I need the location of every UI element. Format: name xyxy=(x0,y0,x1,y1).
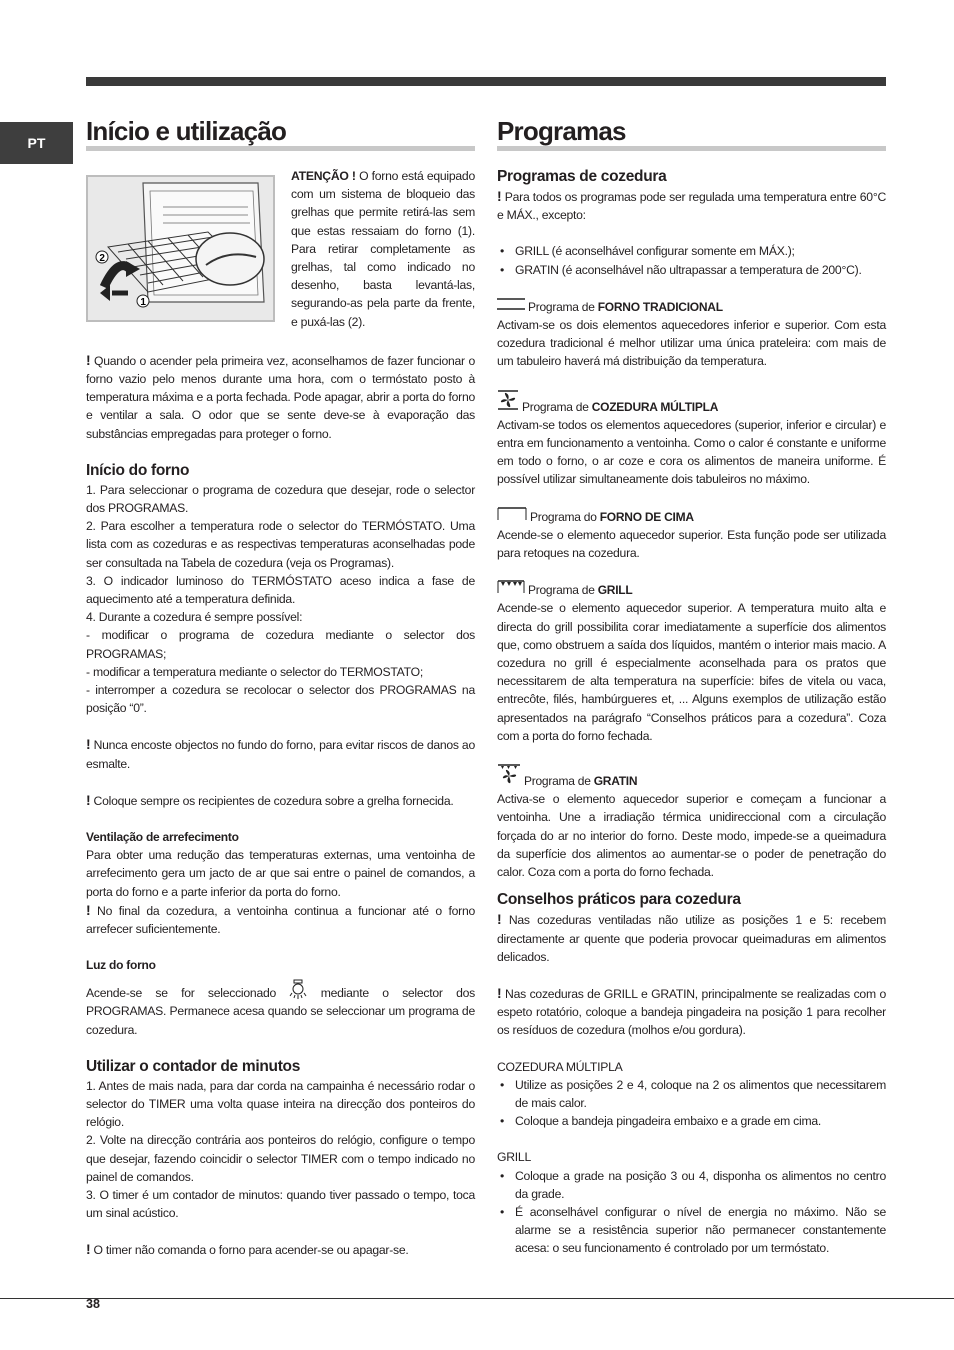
footer-divider xyxy=(0,1298,954,1299)
list-item: • Coloque a bandeja pingadeira embaixo e a grade em cima. xyxy=(497,1112,886,1130)
rack-attention-text: ATENÇÃO ! O forno está equipado com um sistema de bloqueio das grelhas que permite retirá-las sem que estas ressaiam do forno (1). Para retirar completamente as grelhas, tal como indicado no desenho, basta levantá-las, segurando-as pela parte da frente, e puxá-las (2). xyxy=(291,169,475,329)
timer-line: 3. O timer é um contador de minutos: quando tiver passado o tempo, toca um sinal acústico. xyxy=(86,1187,475,1221)
program-multi-header: Programa de COZEDURA MÚLTIPLA xyxy=(497,389,886,416)
figure-label-1: 1 xyxy=(140,297,146,308)
light-heading: Luz do forno xyxy=(86,958,156,973)
start-heading: Início do forno xyxy=(86,461,190,479)
traditional-oven-icon xyxy=(497,297,525,316)
program-gratin-header: Programa de GRATIN xyxy=(497,763,886,790)
list-item: • Utilize as posições 2 e 4, coloque na 2 os alimentos que necessitarem de mais calor. xyxy=(497,1076,886,1112)
left-column xyxy=(86,116,475,1260)
start-line: 2. Para escolher a temperatura rode o selector do TERMÓSTATO. Uma lista com as cozeduras e as respectivas temperaturas aconselhadas pode ser consultada na Tabela de cozedura (veja os Programas). xyxy=(86,519,475,570)
rack-warning: ! Coloque sempre os recipientes de cozedura sobre a grelha fornecida. xyxy=(86,791,454,808)
tips-grill-list xyxy=(497,1167,886,1258)
program-grill-header: Programa de GRILL xyxy=(497,580,886,599)
start-line: 1. Para seleccionar o programa de cozedura que desejar, rode o selector dos PROGRAMAS. xyxy=(86,482,475,516)
oven-light-icon xyxy=(289,978,307,1002)
tips-warning-ventilated: ! Nas cozeduras ventiladas não utilize as posições 1 e 5: recebem directamente ar quente que poderia provocar queimaduras em alimentos delicados. xyxy=(497,911,886,964)
ventilation-warning: ! No final da cozedura, a ventoinha continua a funcionar até o forno arrefecer suficientemente. xyxy=(86,901,475,936)
start-line: - interromper a cozedura se recolocar o selector dos PROGRAMAS na posição “0”. xyxy=(86,683,475,716)
tips-multi-list xyxy=(497,1076,886,1131)
tips-grill-label: GRILL xyxy=(497,1150,531,1165)
language-tab: PT xyxy=(0,122,73,164)
tips-multi-label: COZEDURA MÚLTIPLA xyxy=(497,1059,623,1074)
program-top-header: Programa do FORNO DE CIMA xyxy=(497,507,886,526)
ventilation-text: Para obter uma redução das temperaturas externas, uma ventoinha de arrefecimento gera um jacto de ar que sai entre o painel de comandos, a porta do forno e a parte inferior da porta do forno. xyxy=(86,848,475,899)
start-line: - modificar o programa de cozedura mediante o selector dos PROGRAMAS; xyxy=(86,628,475,661)
program-multi-text: Activam-se todos os elementos aquecedores (superior, inferior e circular) e entra em funcionamento a ventoinha. Como o calor é constante e uniforme em todo o forno, o ar coze e cora os alimentos de maneira uniforme. É possível utilizar simultaneamente dois tabuleiros no máximo. xyxy=(497,417,886,487)
timer-heading: Utilizar o contador de minutos xyxy=(86,1057,301,1075)
program-top-text: Acende-se o elemento aquecedor superior. Esta função pode ser utilizada para retoques na cozedura. xyxy=(497,527,886,561)
page-number: 38 xyxy=(86,1297,100,1311)
temperature-exceptions-list xyxy=(497,242,886,278)
timer-line: 2. Volte na direcção contrária aos ponteiros do relógio, configure o tempo que desejar, fazendo coincidir o selector TIMER com o tempo indicado no painel de comandos. xyxy=(86,1133,475,1184)
list-item: • GRATIN (é aconselhável não ultrapassar a temperatura de 200°C). xyxy=(497,261,886,279)
cooking-programs-heading: Programas de cozedura xyxy=(497,168,667,185)
list-item: • É aconselhável configurar o nível de energia no máximo. Não se alarme se a resistência superior não permanecer constantemente acesa: o seu funcionamento é controlado por um termóstato. xyxy=(497,1203,886,1258)
oven-rack-illustration xyxy=(86,175,275,322)
enamel-warning: ! Nunca encoste objectos no fundo do forno, para evitar riscos de danos ao esmalte. xyxy=(86,736,475,771)
grill-icon xyxy=(497,580,525,599)
gratin-icon xyxy=(497,763,521,790)
multi-cooking-icon xyxy=(497,389,519,416)
start-line: 4. Durante a cozedura é sempre possível: xyxy=(86,610,303,625)
section-title-programs: Programas xyxy=(497,116,886,151)
program-traditional-header: Programa de FORNO TRADICIONAL xyxy=(497,297,886,316)
header-bar xyxy=(86,77,886,86)
start-line: - modificar a temperatura mediante o selector do TERMOSTATO; xyxy=(86,664,423,679)
start-line: 3. O indicador luminoso do TERMÓSTATO aceso indica a fase de aquecimento até a temperatura definida. xyxy=(86,573,475,607)
program-grill-text: Acende-se o elemento aquecedor superior. A temperatura muito alta e directa do grill possibilita corar imediatamente a superfície dos alimentos que, como obstruem a saída dos líquidos, mantém o interior mais macio. A cozedura no grill é especialmente aconselhada para os pratos que necessitarem de alta temperatura na superfície: bifes de vitela ou vaca, entrecôte, filés, hambúrgueres et, ... Alguns exemplos de utilização estão apresentados na parágrafo “Conselhos práticos para a cozedura”. Coza com a porta do forno fechada. xyxy=(497,601,886,743)
list-item: • GRILL (é aconselhável configurar somente em MÁX.); xyxy=(497,242,886,260)
program-gratin-text: Activa-se o elemento aquecedor superior e começam a funcionar a ventoinha. Une a irradiação térmica unidireccional com a circulação forçada do ar no interior do forno. Deste modo, impede-se a queimadura da superfície dos alimentos ao aumentar-se o poder de penetração do calor. Coza com a porta do forno fechada. xyxy=(497,792,886,880)
cooking-intro: ! Para todos os programas pode ser regulada uma temperatura entre 60°C e MÁX., excepto: xyxy=(497,188,886,223)
first-use-warning: ! Quando o acender pela primeira vez, aconselhamos de fazer funcionar o forno vazio pelo menos durante uma hora, com o termóstato posto à temperatura máxima e a porta fechada. Pode apagar, abrir a porta do forno e ventilar a sala. O odor que se sente deve-se à evaporação das substâncias empregadas para proteger o forno. xyxy=(86,351,475,441)
light-text: Acende-se se for seleccionado mediante o selector dos PROGRAMAS. Permanece acesa quando se seleccionar um programa de cozedura. xyxy=(86,978,475,1039)
ventilation-heading: Ventilação de arrefecimento xyxy=(86,830,239,845)
right-column xyxy=(497,116,886,1258)
tips-heading: Conselhos práticos para cozedura xyxy=(497,891,741,909)
timer-warning: ! O timer não comanda o forno para acender-se ou apagar-se. xyxy=(86,1241,409,1258)
tips-warning-grill: ! Nas cozeduras de GRILL e GRATIN, principalmente se realizadas com o espeto rotatório, coloque a bandeja pingadeira na posição 1 para recolher os resíduos de cozedura (molhos e/ou gordura). xyxy=(497,984,886,1038)
timer-line: 1. Antes de mais nada, para dar corda na campainha é necessário rodar o selector do TIMER uma volta quase inteira na direcção dos ponteiros do relógio. xyxy=(86,1078,475,1130)
section-title-start: Início e utilização xyxy=(86,116,475,151)
figure-label-2: 2 xyxy=(99,253,105,264)
list-item: • Coloque a grade na posição 3 ou 4, disponha os alimentos no centro da grade. xyxy=(497,1167,886,1203)
top-oven-icon xyxy=(497,507,527,526)
rack-figure-block xyxy=(86,167,475,331)
program-traditional-text: Activam-se os dois elementos aquecedores inferior e superior. Com esta cozedura tradicional é melhor utilizar uma única prateleira: com mais de um tabuleiro haverá má distribuição da temperatura. xyxy=(497,318,886,369)
